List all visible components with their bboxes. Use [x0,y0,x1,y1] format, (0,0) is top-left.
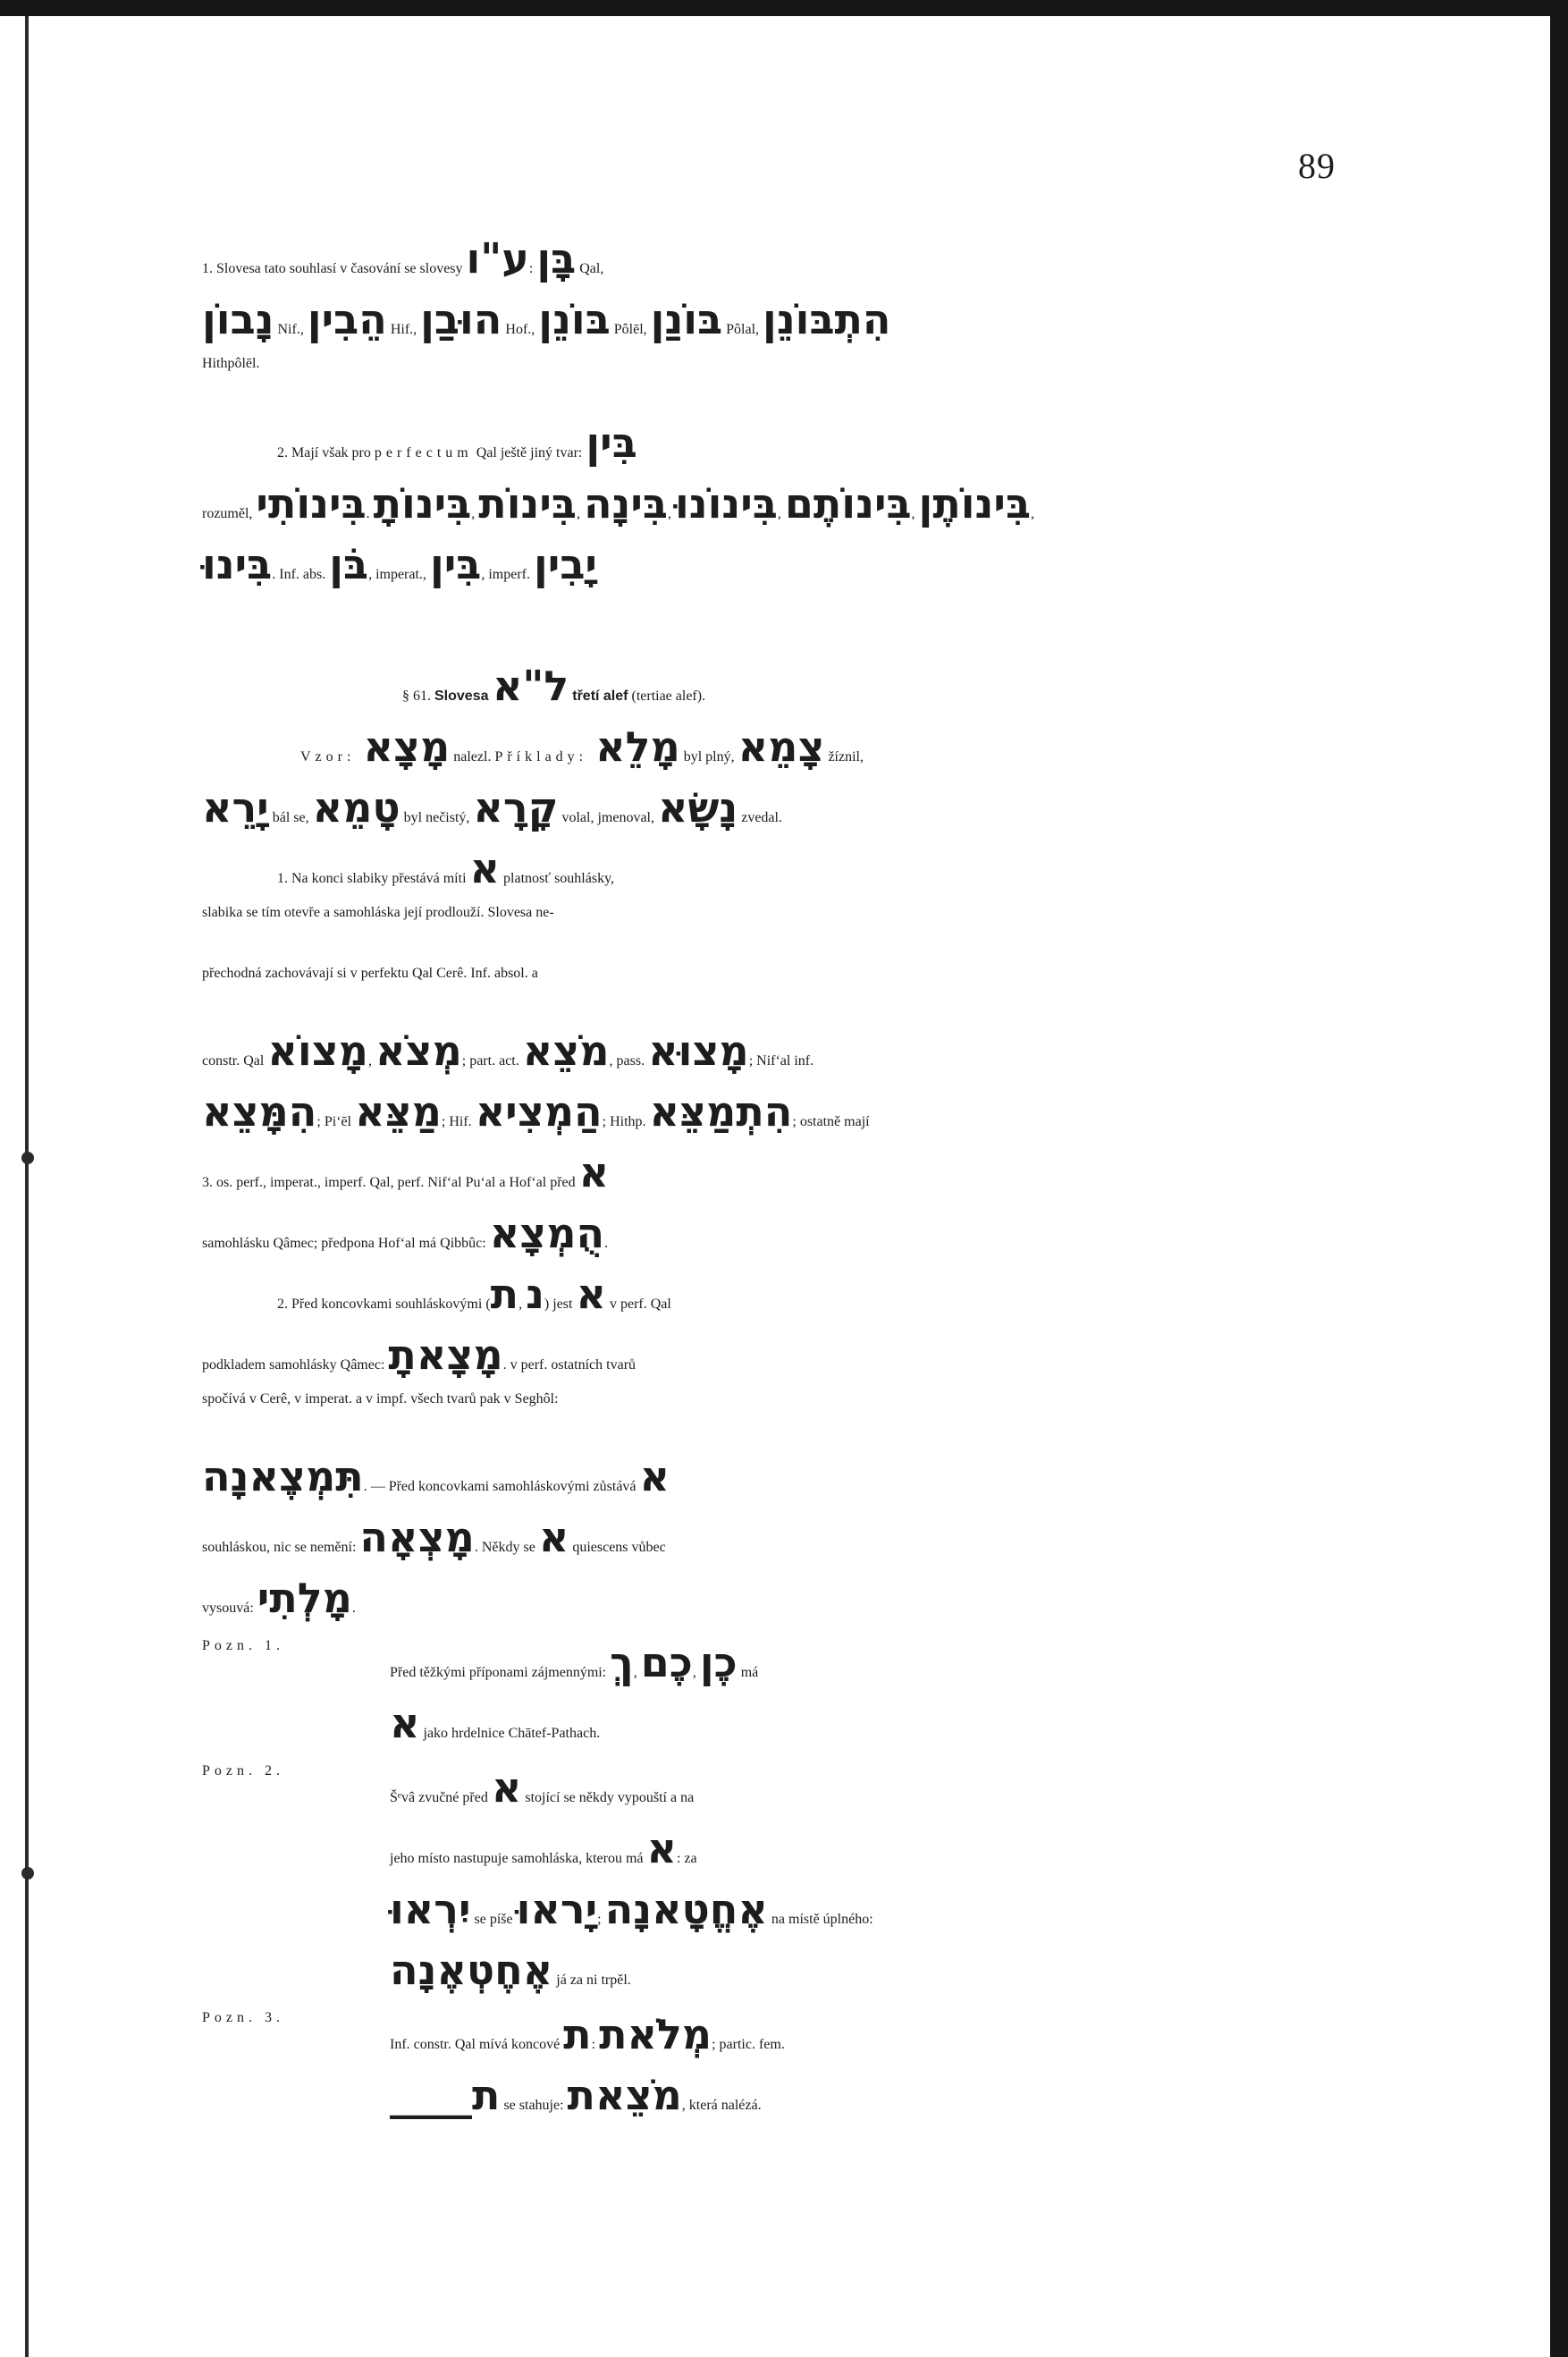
text-line [202,295,891,343]
hebrew-word: מָצָאתָ [388,1331,503,1379]
text-run: Pozn. 3. [202,2010,284,2025]
text-run: Slovesa [434,689,493,704]
text-line [202,966,538,982]
text-run: , [692,1665,700,1680]
hebrew-word: בּוֹנַן [650,295,723,343]
text-run: 1. Na konci slabiky přestává míti [277,871,470,886]
binding-mark [21,1152,34,1164]
text-line [202,1763,284,1779]
hebrew-word: כֶם [640,1638,693,1686]
hebrew-word: מֹצֵאת [567,2071,682,2119]
text-run: v perf. Qal [605,1297,671,1312]
hebrew-word: בֹּן [329,540,369,588]
hebrew-word: מָצְאָה [359,1513,475,1561]
text-run: rozuměl, [202,506,257,521]
text-run: , [518,1297,527,1312]
text-run: Pôlēl, [610,322,651,337]
hebrew-word: יָראוּ [516,1885,598,1933]
text-run: (tertiae alef). [628,689,706,704]
text-run: , [1031,506,1034,521]
text-line [390,1763,694,1812]
hebrew-word: הִתְבּוֹנֵן [763,295,891,343]
text-run: Qal, [576,261,604,276]
hebrew-word: מָצוּא [648,1026,749,1075]
hebrew-word: מַצֵּא [355,1087,442,1136]
hebrew-word: א [646,1824,677,1872]
text-line [390,2071,762,2119]
text-run: třetí alef [572,689,628,704]
hebrew-word: א [639,1452,670,1500]
hebrew-word: מֹצֵא [522,1026,610,1075]
text-run: ; partic. fem. [712,2037,785,2052]
text-run: spočívá v Cerê, v imperat. a v impf. všech tvarů pak v Seghôl: [202,1391,559,1407]
text-run: jako hrdelnice Chātef-Pathach. [419,1726,601,1741]
text-run: volal, jmenoval, [558,810,658,825]
text-run: se píše [470,1912,517,1927]
text-line [202,2010,284,2026]
hebrew-word: א [578,1148,610,1196]
text-run: perfectum [374,445,473,460]
hebrew-word: בִּין [586,418,637,467]
hebrew-word: נ [526,1270,544,1318]
text-run: Inf. constr. Qal mívá koncové [390,2037,564,2052]
page-left-border [25,16,29,2357]
hebrew-word: כֶן [699,1638,738,1686]
text-run: já za ni trpěl. [552,1973,631,1988]
text-line [202,1638,284,1654]
hebrew-word: יָרֵא [202,783,269,832]
hebrew-word: א [491,1763,522,1812]
hebrew-word: צָמֵא [738,722,825,771]
text-line [202,1574,356,1622]
text-line [390,1699,600,1747]
text-run: 2. Mají však pro [277,445,375,460]
text-run: . Inf. abs. [272,567,330,582]
text-run: , [576,506,584,521]
text-run: ; [597,1912,605,1927]
hebrew-word: בִּינוֹתָ [373,479,472,528]
hebrew-word: קָרָא [473,783,559,832]
text-run: . v perf. ostatních tvarů [502,1357,636,1373]
hebrew-word: ת____ [390,2071,501,2119]
hebrew-word: הֵבִין [307,295,387,343]
page-right-border [1550,0,1568,2357]
text-run: slabika se tím otevře a samohláska její prodlouží. Slovesa ne- [202,905,554,920]
hebrew-word: בָּן [536,234,577,283]
text-run: . — Před koncovkami samohláskovými zůstává [363,1479,640,1494]
hebrew-word: מָצָא [363,722,451,771]
text-run: Šᵉvâ zvučné před [390,1790,492,1805]
hebrew-word: ךְ [610,1638,634,1686]
text-run: Hof., [502,322,539,337]
text-line [202,1087,870,1136]
text-run: , [367,1053,375,1069]
text-line [202,1026,814,1075]
hebrew-word: מְצֹא [375,1026,462,1075]
hebrew-word: בִּינוּ [202,540,273,588]
text-run: : [591,2037,600,2052]
text-run: se stahuje: [500,2098,568,2113]
hebrew-word: בִּינוֹתֶן [918,479,1031,528]
hebrew-word: ע"ו [466,234,529,283]
text-line [202,1148,609,1196]
hebrew-word: מָצוֹא [267,1026,368,1075]
text-run: § 61. [402,689,434,704]
text-run: souhláskou, nic se nemění: [202,1540,360,1555]
text-line [390,1638,758,1686]
text-line [277,1270,671,1318]
text-run: , imperf. [481,567,534,582]
text-line [202,783,782,832]
text-line [390,1946,631,1994]
text-run: Pôlal, [722,322,763,337]
text-run: přechodná zachovávají si v perfektu Qal Cerê. Inf. absol. a [202,966,538,981]
text-line [300,722,864,771]
text-run: , pass. [609,1053,649,1069]
text-run: ) jest [544,1297,577,1312]
text-line [202,234,603,283]
text-line [402,662,705,710]
text-line [202,1391,559,1407]
hebrew-word: טָמֵא [312,783,400,832]
text-run: , která nalézá. [681,2098,762,2113]
text-run: na místě úplného: [767,1912,873,1927]
hebrew-word: מָלֵא [595,722,680,771]
hebrew-word: א [538,1513,569,1561]
text-run: Pozn. 1. [202,1638,284,1653]
text-run: ; Hif. [441,1114,476,1129]
hebrew-word: הִמָּצֵא [202,1087,317,1136]
text-line [390,1824,697,1872]
text-run: ; ostatně mají [792,1114,870,1129]
page-top-border [0,0,1568,16]
hebrew-word: ת [490,1270,519,1318]
text-run: Qal ještě jiný tvar: [472,445,586,460]
text-run: ; Piʻēl [316,1114,356,1129]
hebrew-word: א [576,1270,606,1318]
hebrew-word: מְלֹאת [599,2010,712,2058]
text-run: jeho místo nastupuje samohláska, kterou má [390,1851,647,1866]
text-line [390,1885,873,1933]
hebrew-word: בִּינוֹת [478,479,577,528]
text-run: ; Nifʻal inf. [748,1053,814,1069]
hebrew-word: נָבוֹן [202,295,274,343]
text-run: 2. Před koncovkami souhláskovými ( [277,1297,491,1312]
hebrew-word: א [469,844,501,892]
text-run: Před těžkými příponami zájmennými: [390,1665,611,1680]
hebrew-word: בִּין [429,540,482,588]
hebrew-word: ל"א [492,662,569,710]
text-run: samohlásku Qâmec; předpona Hofʻal má Qibbûc: [202,1236,490,1251]
text-run: byl nečistý, [400,810,474,825]
text-line [202,356,259,372]
hebrew-word: הֻמְצָא [489,1209,605,1257]
text-run: Hithpôlēl. [202,356,260,371]
text-run: žíznil, [824,749,864,765]
text-run: ; Hithp. [602,1114,650,1129]
text-run: 1. Slovesa tato souhlasí v časování se slovesy [202,261,467,276]
text-run: Příklady: [494,749,596,765]
hebrew-word: נָשָׂא [658,783,738,832]
text-run: , imperat., [368,567,430,582]
hebrew-word: בִּינוֹתֶם [784,479,912,528]
hebrew-word: א [390,1699,420,1747]
text-run: Hif., [386,322,421,337]
text-line [202,1513,666,1561]
text-line [202,540,597,588]
text-run: : za [677,1851,697,1866]
text-run: Vzor: [300,749,364,765]
text-run: quiescens vůbec [569,1540,666,1555]
text-run: , [667,506,675,521]
text-run: ; part. act. [461,1053,523,1069]
text-run: podkladem samohlásky Qâmec: [202,1357,389,1373]
hebrew-word: הוּבַן [420,295,502,343]
hebrew-word: בִּינָה [583,479,668,528]
text-run: Nif., [274,322,308,337]
text-run: 3. os. perf., imperat., imperf. Qal, perf. Nifʻal Puʻal a Hofʻal před [202,1175,579,1190]
text-run: platnosť souhlásky, [500,871,615,886]
text-line [277,418,637,467]
text-run: : [528,261,537,276]
binding-mark [21,1867,34,1880]
text-line [202,479,1034,528]
hebrew-word: ת [563,2010,592,2058]
text-run: Pozn. 2. [202,1763,284,1778]
text-run: . [366,506,374,521]
text-run: nalezl. [450,749,495,765]
text-run: má [737,1665,759,1680]
text-line [277,844,614,892]
hebrew-word: יָבִין [533,540,597,588]
hebrew-word: תִּמְצֶאנָה [202,1452,364,1500]
text-line [202,1452,670,1500]
text-run: , [911,506,919,521]
text-run: . Někdy se [474,1540,539,1555]
text-run: zvedal. [738,810,782,825]
text-run: bál se, [268,810,313,825]
hebrew-word: בִּינוֹנוּ [674,479,778,528]
hebrew-word: יִרְאוּ [390,1885,471,1933]
hebrew-word: אֶחֱטָאנָה [604,1885,768,1933]
hebrew-word: אֶחֶטְאֶנָה [390,1946,553,1994]
text-run: , [471,506,479,521]
hebrew-word: הַמְצִיא [475,1087,603,1136]
text-run: stojící se někdy vypouští a na [521,1790,695,1805]
text-line [390,2010,785,2058]
hebrew-word: בּוֹנֵן [538,295,611,343]
hebrew-word: בִּינוֹתִי [256,479,367,528]
text-run: , [633,1665,641,1680]
text-line [202,1209,608,1257]
page-number: 89 [1298,146,1336,186]
text-run: constr. Qal [202,1053,268,1069]
text-run: vysouvá: [202,1601,257,1616]
text-run: . [351,1601,356,1616]
hebrew-word: מָלְתִי [257,1574,352,1622]
text-run: . [604,1236,609,1251]
hebrew-word: הִתְמַצֵּא [649,1087,793,1136]
text-run: , [777,506,785,521]
text-line [202,905,554,921]
text-line [202,1331,636,1379]
text-run: byl plný, [679,749,738,765]
